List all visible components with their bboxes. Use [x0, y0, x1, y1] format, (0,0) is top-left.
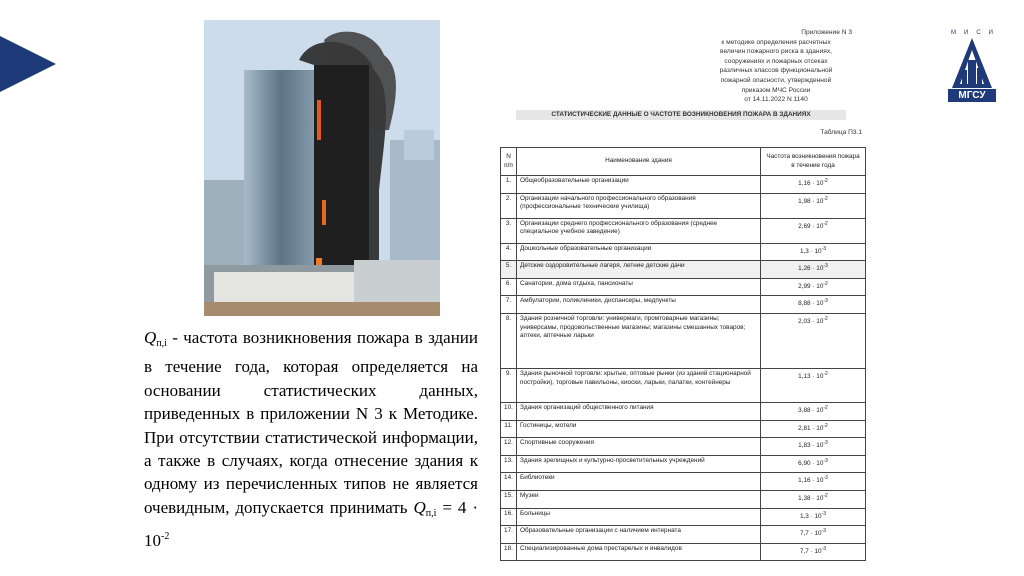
q-symbol: Q [144, 328, 157, 347]
row-frequency [761, 402, 866, 420]
table-row [501, 402, 866, 420]
appendix-header-line: от 14.11.2022 N 1140 [744, 96, 808, 104]
row-number: 18. [501, 543, 517, 561]
col-header-frequency: Частота возникновения пожара в течение года [761, 148, 866, 176]
row-frequency-exponent: -2 [823, 280, 828, 287]
row-building-name: Музеи [517, 490, 761, 508]
row-number: 4. [501, 243, 517, 261]
row-building-name: Здания рыночной торговли: крытые, оптовые рынки (из зданий стационарной постройки), торговые павильоны, киоски, ларьки, палатки, контейнеры [517, 368, 761, 402]
row-building-name: Здания зрелищных и культурно-просветительных учреждений [517, 455, 761, 473]
row-frequency-value: 1,13 · 10 [798, 372, 824, 380]
row-frequency-exponent: -2 [823, 220, 828, 227]
table-row [501, 296, 866, 314]
row-number: 10. [501, 402, 517, 420]
q-symbol-2: Q [413, 497, 426, 517]
table-row [501, 261, 866, 279]
appendix-document [492, 18, 872, 560]
row-frequency [761, 455, 866, 473]
table-row [501, 438, 866, 456]
row-building-name: Амбулатории, поликлиники, диспансеры, медпункты [517, 296, 761, 314]
row-number: 11. [501, 420, 517, 438]
row-frequency-exponent: -2 [823, 492, 828, 499]
row-number: 15. [501, 490, 517, 508]
row-frequency-value: 1,98 · 10 [798, 197, 824, 205]
fire-frequency-table [500, 147, 866, 561]
row-frequency-exponent: -2 [823, 315, 828, 322]
row-frequency [761, 261, 866, 279]
row-building-name: Детские оздоровительные лагеря, летние детские дачи [517, 261, 761, 279]
row-number: 6. [501, 278, 517, 296]
appendix-header-line: различных классов функциональной [719, 67, 833, 75]
row-frequency [761, 490, 866, 508]
row-frequency-exponent: -2 [823, 370, 828, 377]
definition-text: - частота возникновения пожара в здании в течение года, которая определяется на основании статистических данных, приведенных в приложении N 3 к Методике. При отсутствии статистической информации, а также в случаях, когда отнесение здания к одному из перечисленных типов не является очевидным, допускается принимать [144, 328, 478, 517]
row-building-name: Санатории, дома отдыха, пансионаты [517, 278, 761, 296]
row-frequency-exponent: -3 [821, 528, 827, 535]
table-row [501, 278, 866, 296]
row-frequency [761, 543, 866, 561]
col-header-number: N п/п [501, 148, 517, 176]
burning-building-photo [204, 20, 440, 316]
row-frequency [761, 296, 866, 314]
row-building-name: Общеобразовательные организации [517, 176, 761, 194]
row-building-name: Больницы [517, 508, 761, 526]
row-frequency-value: 2,99 · 10 [798, 282, 824, 290]
table-row [501, 243, 866, 261]
table-row [501, 543, 866, 561]
row-frequency-value: 6,90 · 10 [798, 459, 824, 467]
row-frequency [761, 526, 866, 544]
q-subscript: п,i [156, 338, 167, 349]
row-building-name: Спортивные сооружения [517, 438, 761, 456]
table-row [501, 176, 866, 194]
row-frequency-value: 1,3 · 10 [799, 512, 822, 520]
table-row [501, 508, 866, 526]
row-building-name: Дошкольные образовательные организации [517, 243, 761, 261]
row-building-name: Организации среднего профессионального образования (среднее специальное учебное заведение) [517, 218, 761, 243]
q-subscript-2: п,i [425, 507, 437, 519]
row-frequency-value: 2,69 · 10 [798, 222, 824, 230]
row-number: 2. [501, 193, 517, 218]
appendix-header [686, 28, 866, 105]
logo-letter: М [951, 30, 956, 36]
table-row [501, 455, 866, 473]
row-number: 1. [501, 176, 517, 194]
row-frequency-exponent: -3 [823, 263, 828, 270]
row-building-name: Специализированные дома престарелых и инвалидов [517, 543, 761, 561]
row-frequency [761, 313, 866, 368]
definition-paragraph [144, 326, 478, 553]
appendix-header-line: к методике определения расчетных [721, 38, 831, 46]
row-frequency-value: 2,81 · 10 [798, 424, 824, 432]
appendix-header-line: пожарной опасности, утвержденной [720, 76, 832, 84]
logo-letter: С [976, 30, 981, 36]
logo-letter: И [964, 30, 969, 36]
row-frequency-exponent: -3 [823, 457, 828, 464]
row-building-name: Организации начального профессионального образования (профессиональные технические училища) [517, 193, 761, 218]
table-row [501, 193, 866, 218]
row-frequency-value: 1,38 · 10 [798, 494, 824, 502]
row-frequency-value: 7,7 · 10 [799, 547, 822, 555]
row-frequency [761, 176, 866, 194]
row-frequency-value: 1,16 · 10 [798, 477, 824, 485]
row-building-name: Библиотеки [517, 473, 761, 491]
document-title: СТАТИСТИЧЕСКИЕ ДАННЫЕ О ЧАСТОТЕ ВОЗНИКНОВЕНИЯ ПОЖАРА В ЗДАНИЯХ [516, 110, 846, 120]
row-frequency [761, 243, 866, 261]
default-value-text: = 4 · 10 [144, 497, 478, 551]
table-row [501, 473, 866, 491]
row-number: 7. [501, 296, 517, 314]
row-number: 5. [501, 261, 517, 279]
row-number: 3. [501, 218, 517, 243]
row-frequency-exponent: -3 [823, 440, 828, 447]
row-frequency-value: 1,3 · 10 [799, 247, 822, 255]
row-frequency-exponent: -3 [821, 545, 827, 552]
table-row [501, 218, 866, 243]
row-frequency [761, 508, 866, 526]
appendix-header-line: величин пожарного риска в зданиях, [720, 48, 832, 56]
row-frequency-exponent: -2 [823, 195, 828, 202]
table-row [501, 313, 866, 368]
row-frequency-exponent: -3 [821, 510, 827, 517]
logo-letter: И [988, 30, 993, 36]
row-building-name: Образовательные организации с наличием интерната [517, 526, 761, 544]
table-number: Таблица П3.1 [820, 129, 862, 136]
mgsu-logo [948, 30, 996, 102]
row-frequency [761, 420, 866, 438]
row-building-name: Гостиницы, мотели [517, 420, 761, 438]
row-building-name: Здания розничной торговли: универмаги, промтоварные магазины; универсамы, продовольственные магазины; магазины смешанных товаров; аптеки, аптечные ларьки [517, 313, 761, 368]
row-frequency-value: 8,88 · 10 [798, 300, 824, 308]
row-frequency-exponent: -2 [823, 404, 828, 411]
row-frequency [761, 368, 866, 402]
row-frequency-value: 3,88 · 10 [798, 406, 824, 414]
appendix-header-line: приказом МЧС России [741, 86, 811, 94]
row-number: 16. [501, 508, 517, 526]
col-header-building: Наименование здания [517, 148, 761, 176]
table-header-row [501, 148, 866, 176]
row-number: 9. [501, 368, 517, 402]
appendix-header-line: сооружениях и пожарных отсеках [724, 57, 828, 65]
row-frequency-exponent: -3 [823, 298, 828, 305]
row-frequency [761, 278, 866, 296]
logo-label: МГСУ [948, 89, 996, 102]
default-value-exponent: -2 [161, 531, 170, 543]
row-building-name: Здания организаций общественного питания [517, 402, 761, 420]
row-frequency [761, 473, 866, 491]
table-row [501, 420, 866, 438]
row-number: 13. [501, 455, 517, 473]
row-frequency-exponent: -3 [821, 245, 827, 252]
row-frequency-exponent: -2 [823, 178, 828, 184]
row-frequency [761, 438, 866, 456]
row-number: 12. [501, 438, 517, 456]
appendix-header-line: Приложение N 3 [801, 29, 852, 36]
row-number: 8. [501, 313, 517, 368]
row-frequency-exponent: -3 [823, 475, 828, 482]
row-frequency-value: 2,03 · 10 [798, 317, 824, 325]
row-frequency-value: 1,83 · 10 [798, 442, 824, 450]
row-frequency [761, 193, 866, 218]
row-frequency-value: 7,7 · 10 [799, 530, 822, 538]
row-frequency-value: 1,26 · 10 [798, 265, 824, 273]
row-frequency-exponent: -2 [823, 422, 828, 429]
row-frequency-value: 1,16 · 10 [798, 180, 824, 187]
row-number: 14. [501, 473, 517, 491]
row-number: 17. [501, 526, 517, 544]
table-row [501, 490, 866, 508]
row-frequency [761, 218, 866, 243]
table-row [501, 526, 866, 544]
logo-letters [948, 30, 996, 36]
table-row [501, 368, 866, 402]
slide-nav-arrow[interactable] [0, 36, 56, 92]
